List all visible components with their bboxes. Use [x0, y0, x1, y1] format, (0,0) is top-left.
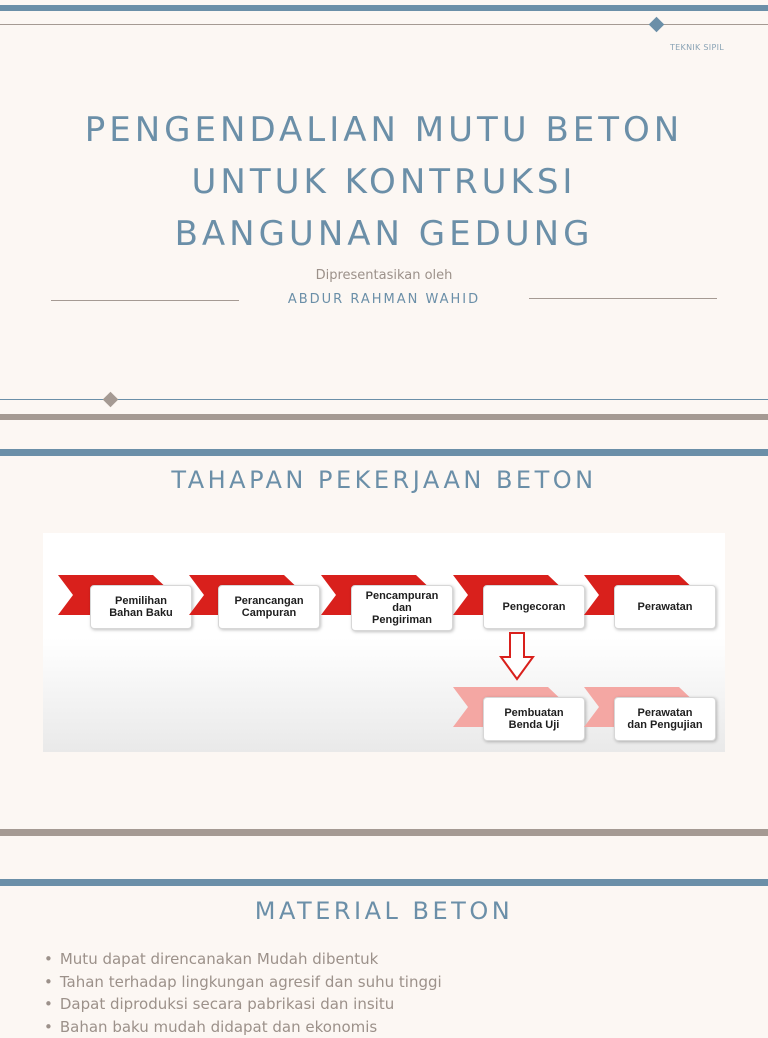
- step-label: Bahan Baku: [109, 607, 173, 619]
- author-divider-right: [529, 298, 717, 299]
- list-item: • Tahan terhadap lingkungan agresif dan suhu tinggi: [44, 971, 442, 994]
- step-box: [218, 585, 320, 629]
- bottom-border-bar: [0, 414, 768, 420]
- step-label: dan Pengujian: [627, 719, 702, 731]
- step-label: Pemilihan: [109, 595, 173, 607]
- step-label: Perancangan: [234, 595, 303, 607]
- presentation-title: [0, 104, 768, 260]
- step-box: [483, 697, 585, 741]
- slide-title: MATERIAL BETON: [0, 897, 768, 925]
- top-border-bar: [0, 449, 768, 456]
- step-label: Pencampuran: [366, 590, 439, 602]
- step-box: [90, 585, 192, 629]
- bullet-list: [44, 948, 442, 1038]
- diamond-ornament: [649, 17, 665, 33]
- step-label: dan: [366, 602, 439, 614]
- author-name: ABDUR RAHMAN WAHID: [0, 292, 768, 307]
- process-diagram: [43, 533, 725, 752]
- bottom-border-bar: [0, 829, 768, 836]
- title-line: UNTUK KONTRUKSI: [0, 156, 768, 208]
- list-item: • Bahan baku mudah didapat dan ekonomis: [44, 1016, 442, 1038]
- step-label: Perawatan: [637, 601, 692, 613]
- step-label: Pengiriman: [366, 614, 439, 626]
- step-box: [614, 585, 716, 629]
- top-border-bar: [0, 5, 768, 11]
- step-label: Campuran: [234, 607, 303, 619]
- step-label: Pengecoran: [503, 601, 566, 613]
- step-label: Pembuatan: [504, 707, 563, 719]
- step-box: [483, 585, 585, 629]
- subject-tag: TEKNIK SIPIL: [670, 43, 724, 52]
- slide-title: TAHAPAN PEKERJAAN BETON: [0, 466, 768, 494]
- list-item: • Dapat diproduksi secara pabrikasi dan insitu: [44, 993, 442, 1016]
- step-box: [614, 697, 716, 741]
- top-border-bar: [0, 879, 768, 886]
- list-item: • Mutu dapat direncanakan Mudah dibentuk: [44, 948, 442, 971]
- title-line: BANGUNAN GEDUNG: [0, 208, 768, 260]
- step-label: Benda Uji: [504, 719, 563, 731]
- step-box: [351, 585, 453, 631]
- down-arrow-icon: [498, 631, 536, 683]
- diamond-ornament: [103, 392, 119, 408]
- presented-by-label: Dipresentasikan oleh: [0, 268, 768, 283]
- title-line: PENGENDALIAN MUTU BETON: [0, 104, 768, 156]
- step-label: Perawatan: [627, 707, 702, 719]
